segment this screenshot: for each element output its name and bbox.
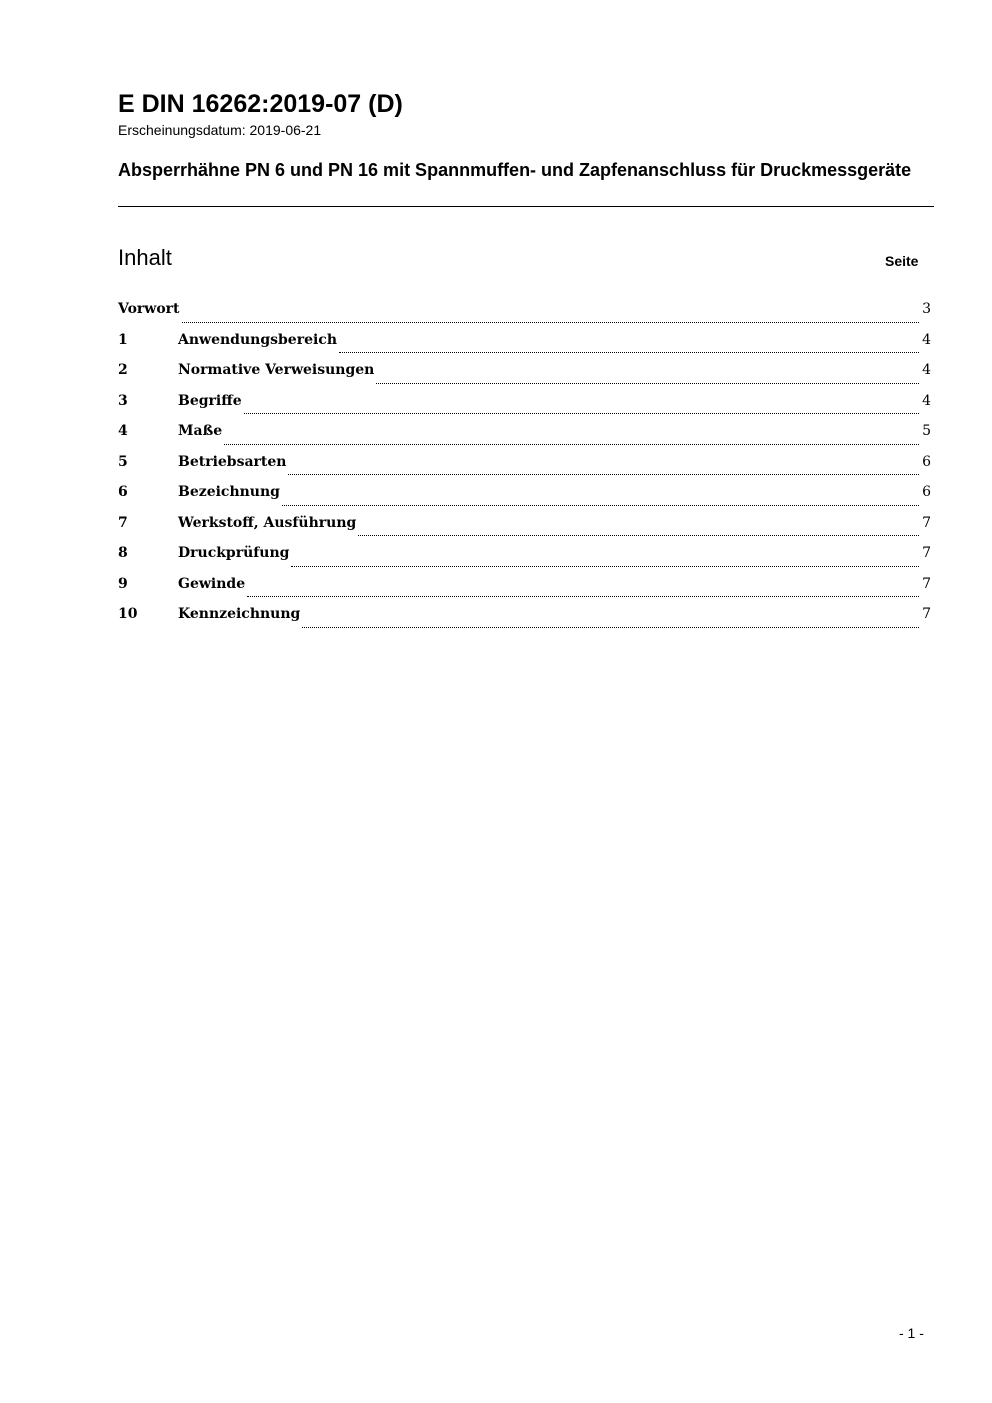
publication-date: Erscheinungsdatum: 2019-06-21 — [118, 122, 322, 138]
toc-entry-page: 4 — [922, 331, 931, 348]
toc-entry-number: 9 — [118, 575, 128, 592]
toc-entry-title: Druckprüfung — [178, 545, 290, 561]
toc-entry-betriebsarten[interactable] — [118, 454, 931, 485]
toc-dot-leader — [182, 322, 920, 323]
table-of-contents — [118, 301, 931, 637]
toc-entry-page: 6 — [922, 453, 931, 470]
title-divider — [118, 206, 934, 207]
toc-entry-kennzeichnung[interactable] — [118, 606, 931, 637]
toc-entry-begriffe[interactable] — [118, 393, 931, 424]
toc-entry-page: 7 — [922, 606, 931, 622]
toc-dot-leader — [339, 352, 919, 353]
toc-entry-title: Anwendungsbereich — [178, 331, 337, 348]
toc-entry-title: Gewinde — [178, 575, 246, 592]
toc-heading: Inhalt — [118, 245, 172, 270]
toc-entry-masse[interactable] — [118, 423, 931, 454]
toc-entry-druckpruefung[interactable] — [118, 545, 931, 576]
toc-entry-number: 10 — [118, 606, 138, 622]
toc-entry-title: Bezeichnung — [178, 484, 280, 500]
toc-entry-page: 7 — [922, 575, 931, 592]
toc-entry-page: 7 — [922, 514, 931, 531]
toc-dot-leader — [302, 627, 919, 628]
toc-entry-number: 2 — [118, 362, 128, 378]
toc-entry-number: 5 — [118, 453, 128, 470]
toc-dot-leader — [224, 444, 919, 445]
toc-entry-number: 3 — [118, 392, 128, 409]
toc-dot-leader — [244, 413, 919, 414]
toc-entry-normative-verweisungen[interactable] — [118, 362, 931, 393]
toc-entry-page: 4 — [922, 362, 931, 378]
toc-entry-title: Maße — [178, 423, 223, 439]
toc-entry-title: Betriebsarten — [178, 453, 287, 470]
toc-dot-leader — [282, 505, 919, 506]
toc-entry-title: Kennzeichnung — [178, 606, 301, 622]
toc-entry-page: 5 — [922, 423, 931, 439]
toc-entry-number: 7 — [118, 514, 128, 531]
toc-entry-title: Normative Verweisungen — [178, 362, 375, 378]
toc-dot-leader — [247, 596, 919, 597]
toc-entry-bezeichnung[interactable] — [118, 484, 931, 515]
toc-entry-page: 6 — [922, 484, 931, 500]
document-title: Absperrhähne PN 6 und PN 16 mit Spannmuffen- und Zapfenanschluss für Druckmessgeräte — [118, 160, 912, 180]
toc-entry-number: 8 — [118, 545, 128, 561]
toc-entry-gewinde[interactable] — [118, 576, 931, 607]
toc-entry-page: 7 — [922, 545, 931, 561]
toc-entry-title: Begriffe — [178, 392, 242, 409]
toc-entry-page: 4 — [922, 392, 931, 409]
document-id: E DIN 16262:2019-07 (D) — [118, 90, 403, 118]
toc-dot-leader — [376, 383, 919, 384]
toc-entry-title: Vorwort — [118, 301, 180, 317]
toc-entry-title: Werkstoff, Ausführung — [178, 514, 357, 531]
toc-entry-werkstoff-ausfuehrung[interactable] — [118, 515, 931, 546]
toc-dot-leader — [291, 566, 919, 567]
toc-entry-number: 1 — [118, 331, 128, 348]
toc-entry-vorwort[interactable] — [118, 301, 931, 332]
toc-page-column-label: Seite — [885, 253, 919, 269]
toc-dot-leader — [288, 474, 919, 475]
page-number: - 1 - — [899, 1325, 924, 1341]
toc-entry-number: 6 — [118, 484, 128, 500]
toc-entry-page: 3 — [922, 301, 931, 317]
toc-entry-anwendungsbereich[interactable] — [118, 332, 931, 363]
toc-entry-number: 4 — [118, 423, 128, 439]
toc-dot-leader — [358, 535, 919, 536]
